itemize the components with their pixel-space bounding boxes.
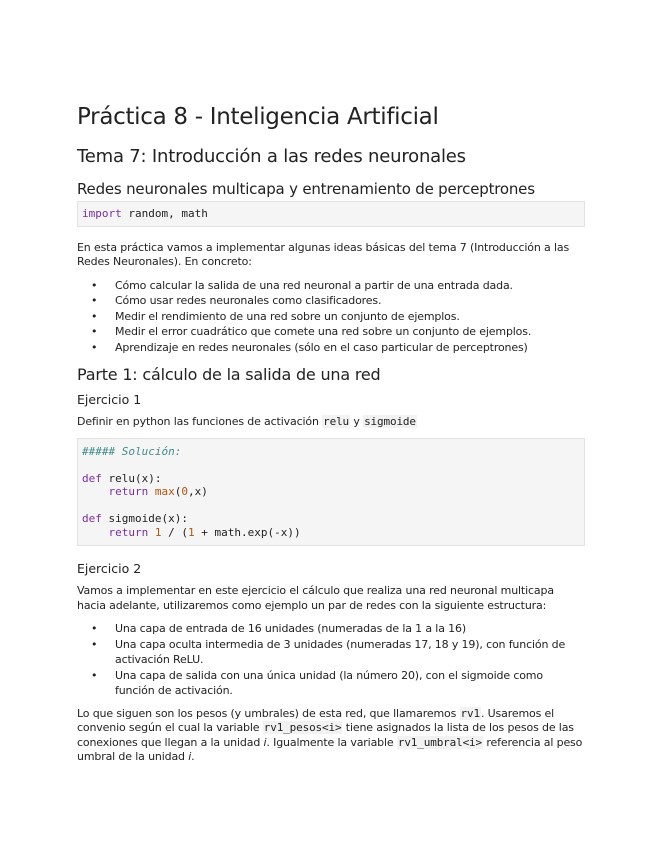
list-item: • Aprendizaje en redes neuronales (sólo en el caso particular de perceptrones) [115, 340, 585, 356]
rv1-inline-code: rv1 [460, 706, 480, 720]
page-subtitle: Tema 7: Introducción a las redes neuronales [77, 146, 466, 167]
sigmoide-mid: / ( [161, 525, 188, 539]
one-literal: 1 [154, 525, 162, 539]
weights-text-part: . Usaremos el convenio según el cual la variable [77, 706, 555, 734]
unit-i-italic: i [263, 735, 267, 749]
relu-inline-code: relu [323, 415, 350, 428]
list-item: • Medir el error cuadrático que comete una red sobre un conjunto de ejemplos. [115, 324, 585, 340]
def-keyword: def [82, 471, 102, 485]
exercise1-heading: Ejercicio 1 [77, 392, 142, 407]
zero-literal: 0 [181, 485, 188, 498]
relu-signature: relu(x): [101, 471, 162, 485]
structure-list [77, 621, 585, 699]
weights-text-part: . Igualmente la variable [266, 735, 397, 749]
intro-paragraph: En esta práctica vamos a implementar algunas ideas básicas del tema 7 (Introducción a las Redes Neuronales). En concreto: [77, 240, 570, 268]
list-item: • Cómo usar redes neuronales como clasificadores. [115, 293, 585, 309]
notebook-content [77, 102, 585, 773]
list-item: • Cómo calcular la salida de una red neuronal a partir de una entrada dada. [115, 278, 585, 294]
list-item: • Una capa de salida con una única unidad (la número 20), con el sigmoide como función de activación. [115, 668, 585, 699]
import-modules: random, math [121, 207, 208, 220]
list-item: • Medir el rendimiento de una red sobre un conjunto de ejemplos. [115, 309, 585, 325]
import-code-cell[interactable] [77, 201, 585, 227]
unit-i-italic: i [188, 750, 192, 763]
section-heading: Redes neuronales multicapa y entrenamiento de perceptrones [77, 180, 535, 198]
weights-text-part: Lo que siguen son los pesos (y umbrales) de esta red, que llamaremos [77, 706, 460, 720]
weights-paragraph [77, 707, 585, 765]
return-keyword: return [108, 485, 149, 498]
one-literal: 1 [188, 525, 195, 539]
list-item: • Una capa oculta intermedia de 3 unidades (numeradas 17, 18 y 19), con función de activación ReLU. [115, 637, 585, 668]
weights-text-part: tiene asignados la lista de los pesos de las conexiones que llegan a la unidad [77, 721, 574, 749]
exercise1-text [77, 415, 585, 430]
exercise1-text-part: Definir en python las funciones de activación [77, 415, 323, 428]
objectives-list [77, 278, 585, 356]
relu-tail: ,x) [188, 485, 208, 498]
weights-text-part: referencia al peso umbral de la unidad [77, 735, 583, 763]
solution-comment: ##### Solución: [82, 444, 182, 458]
list-item: • Una capa de entrada de 16 unidades (numeradas de la 1 a la 16) [115, 621, 585, 637]
def-keyword: def [82, 512, 102, 525]
page-title: Práctica 8 - Inteligencia Artificial [77, 104, 439, 130]
sigmoide-tail: + math.exp(-x)) [194, 525, 301, 539]
solution-code-cell[interactable]: ##### Solución: def relu(x): return max(0,x) def sigmoide(x): return 1 / (1 + math.exp(-x)) [77, 438, 585, 547]
return-keyword: return [108, 525, 149, 539]
exercise2-intro: Vamos a implementar en este ejercicio el cálculo que realiza una red neuronal multicapa hacia adelante, utilizaremos como ejemplo un par de redes con la siguiente estructura: [77, 584, 554, 612]
rv1-umbral-inline-code: rv1_umbral<i> [397, 735, 483, 749]
sigmoide-inline-code: sigmoide [364, 415, 416, 428]
sigmoide-signature: sigmoide(x): [101, 512, 188, 525]
weights-text-part: . [191, 750, 195, 763]
import-keyword: import [82, 207, 122, 220]
part1-heading: Parte 1: cálculo de la salida de una red [77, 365, 381, 384]
exercise1-text-part: y [350, 415, 364, 428]
rv1-pesos-inline-code: rv1_pesos<i> [263, 721, 342, 734]
exercise2-heading: Ejercicio 2 [77, 561, 142, 576]
max-builtin: max [154, 485, 175, 498]
